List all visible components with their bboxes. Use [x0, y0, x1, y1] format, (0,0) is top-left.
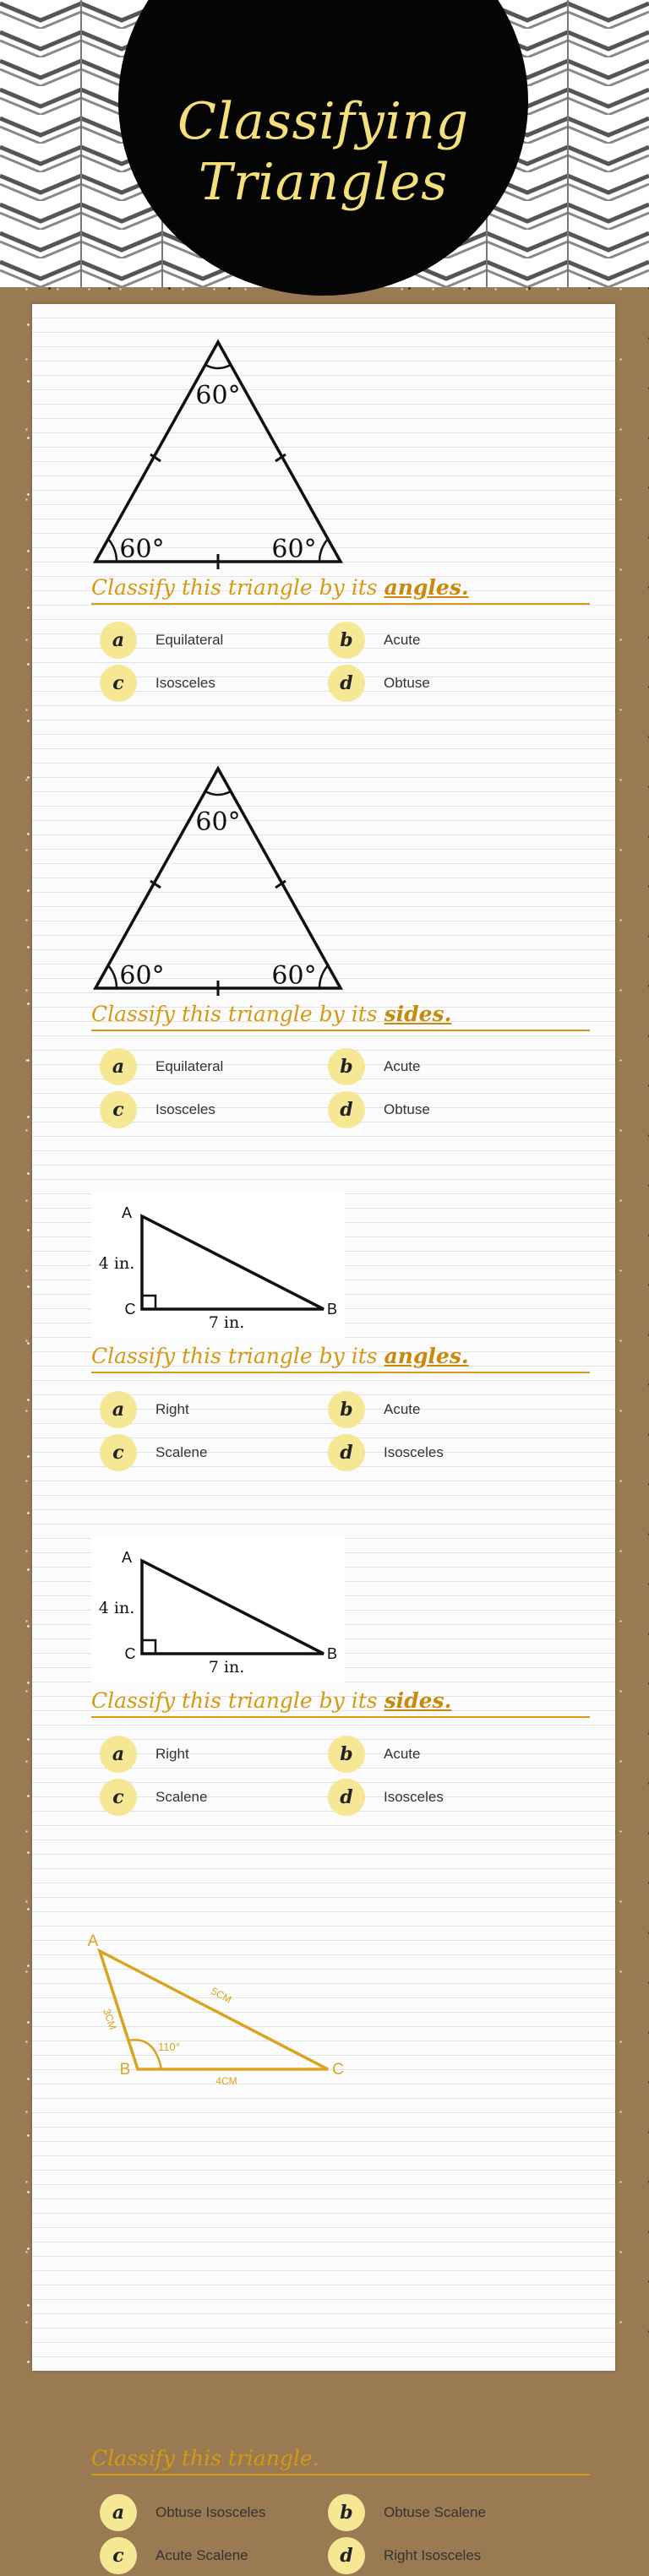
choice-label: Right Isosceles: [384, 2547, 482, 2563]
choice-label: Acute Scalene: [155, 2547, 248, 2563]
angle-label-right: 60°: [271, 961, 317, 991]
choice-badge: b: [328, 1736, 365, 1773]
choice-d[interactable]: [328, 1432, 539, 1473]
choice-a[interactable]: [100, 1734, 311, 1774]
prompt-text: Classify this triangle.: [91, 2446, 319, 2470]
vertex-label-b: B: [326, 1301, 338, 1318]
choice-label: Equilateral: [155, 1058, 224, 1074]
angle-label-b: 110°: [158, 2041, 180, 2053]
side-label-vertical: 4 in.: [98, 1254, 135, 1273]
title-line-2: Triangles: [198, 153, 449, 212]
choice-d[interactable]: [328, 663, 539, 704]
prompt-text: Classify this triangle by its: [91, 1344, 384, 1368]
choice-label: Obtuse Isosceles: [155, 2504, 266, 2520]
choice-label: Isosceles: [155, 1101, 215, 1117]
choice-badge: c: [100, 2537, 137, 2574]
prompt-emphasis: sides.: [384, 1688, 452, 1713]
vertex-label-c: C: [124, 1301, 136, 1318]
question-prompt: [91, 1687, 590, 1718]
vertex-label-b: B: [326, 1645, 338, 1662]
choice-badge: a: [100, 1736, 137, 1773]
right-triangle-figure: [91, 1191, 345, 1339]
prompt-emphasis: angles.: [384, 575, 469, 600]
choice-b[interactable]: [328, 1734, 539, 1774]
prompt-emphasis: angles.: [384, 1344, 469, 1368]
choice-a[interactable]: [100, 2492, 311, 2533]
question-prompt: [91, 2445, 590, 2475]
choice-label: Acute: [384, 1401, 421, 1417]
choice-label: Acute: [384, 1746, 421, 1762]
choice-label: Obtuse: [384, 1101, 430, 1117]
choice-b[interactable]: [328, 1389, 539, 1430]
prompt-emphasis: sides.: [384, 1002, 452, 1026]
choice-label: Scalene: [155, 1444, 208, 1460]
lined-paper: [32, 304, 615, 2567]
choice-c[interactable]: [100, 1090, 311, 1130]
choice-label: Obtuse: [384, 675, 430, 691]
equilateral-triangle-figure: [83, 764, 353, 1001]
choice-b[interactable]: [328, 2492, 539, 2533]
vertex-label-c: C: [332, 2061, 344, 2079]
choice-label: Acute: [384, 632, 421, 648]
choice-badge: d: [328, 1091, 365, 1128]
choice-d[interactable]: [328, 1777, 539, 1818]
choice-d[interactable]: [328, 1090, 539, 1130]
side-label-ab: 3CM: [101, 2007, 119, 2031]
angle-label-top: 60°: [195, 381, 241, 410]
choice-label: Right: [155, 1746, 189, 1762]
choice-label: Obtuse Scalene: [384, 2504, 486, 2520]
choice-badge: d: [328, 1779, 365, 1816]
choice-c[interactable]: [100, 1432, 311, 1473]
choice-badge: c: [100, 665, 137, 702]
title-line-1: Classifying: [177, 92, 469, 151]
side-label-horizontal: 7 in.: [208, 1658, 245, 1677]
choice-d[interactable]: [328, 2535, 539, 2576]
choice-label: Scalene: [155, 1789, 208, 1805]
choice-badge: a: [100, 1391, 137, 1428]
vertex-label-b: B: [119, 2061, 131, 2079]
choice-c[interactable]: [100, 2535, 311, 2576]
choice-c[interactable]: [100, 1777, 311, 1818]
side-label-vertical: 4 in.: [98, 1599, 135, 1617]
choice-badge: d: [328, 1434, 365, 1471]
choice-a[interactable]: [100, 1046, 311, 1087]
angle-label-top: 60°: [195, 807, 241, 837]
choice-b[interactable]: [328, 1046, 539, 1087]
choice-badge: c: [100, 1091, 137, 1128]
choice-a[interactable]: [100, 620, 311, 660]
choice-badge: d: [328, 665, 365, 702]
page-title: [118, 91, 528, 213]
side-label-bc: 4CM: [215, 2075, 237, 2087]
choice-badge: d: [328, 2537, 365, 2574]
prompt-text: Classify this triangle by its: [91, 1688, 384, 1713]
choice-label: Isosceles: [155, 675, 215, 691]
choice-badge: a: [100, 1048, 137, 1085]
choice-label: Acute: [384, 1058, 421, 1074]
side-label-horizontal: 7 in.: [208, 1313, 245, 1332]
question-prompt: [91, 574, 590, 605]
choice-badge: b: [328, 2494, 365, 2531]
vertex-label-c: C: [124, 1645, 136, 1662]
prompt-text: Classify this triangle by its: [91, 575, 384, 600]
choice-badge: c: [100, 1434, 137, 1471]
header-banner: [0, 0, 649, 287]
angle-label-left: 60°: [119, 961, 165, 991]
choice-badge: b: [328, 1048, 365, 1085]
choice-b[interactable]: [328, 620, 539, 660]
side-label-ac: 5CM: [209, 1985, 234, 2006]
vertex-label-a: A: [87, 1932, 99, 1950]
equilateral-triangle-figure: [83, 338, 353, 574]
choice-label: Equilateral: [155, 632, 224, 648]
vertex-label-a: A: [121, 1549, 133, 1566]
prompt-text: Classify this triangle by its: [91, 1002, 384, 1026]
choice-badge: b: [328, 1391, 365, 1428]
choice-label: Isosceles: [384, 1444, 444, 1460]
choice-badge: c: [100, 1779, 137, 1816]
choice-badge: a: [100, 2494, 137, 2531]
angle-label-right: 60°: [271, 535, 317, 564]
choice-a[interactable]: [100, 1389, 311, 1430]
angle-label-left: 60°: [119, 535, 165, 564]
choice-label: Right: [155, 1401, 189, 1417]
choice-c[interactable]: [100, 663, 311, 704]
choice-badge: b: [328, 622, 365, 659]
question-prompt: [91, 1001, 590, 1031]
question-prompt: [91, 1343, 590, 1373]
obtuse-triangle-figure: [83, 1926, 404, 2103]
vertex-label-a: A: [121, 1204, 133, 1221]
choice-badge: a: [100, 622, 137, 659]
choice-label: Isosceles: [384, 1789, 444, 1805]
right-triangle-figure: [91, 1535, 345, 1683]
